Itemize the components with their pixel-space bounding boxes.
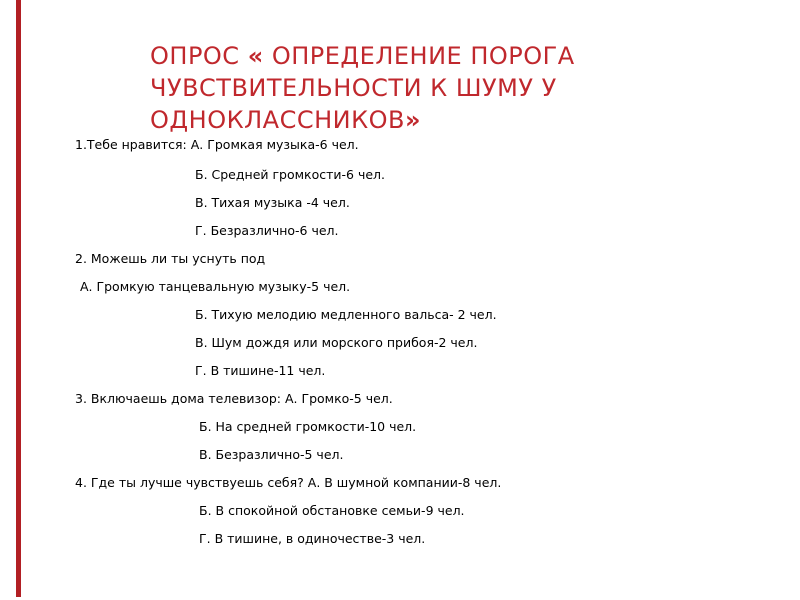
title-open-quote: « [247,42,264,70]
q3-line: 3. Включаешь дома телевизор: А. Громко-5 чел. [75,391,393,406]
accent-bar [16,0,21,597]
slide-title [150,40,710,136]
q4-line: 4. Где ты лучше чувствуешь себя? А. В шумной компании-8 чел. [75,475,502,490]
q1-line: 1.Тебе нравится: А. Громкая музыка-6 чел. [75,137,359,152]
q2-option-g: Г. В тишине-11 чел. [195,363,326,378]
q4-option-g: Г. В тишине, в одиночестве-3 чел. [199,531,426,546]
q3-option-b: Б. На средней громкости-10 чел. [199,419,417,434]
q2-option-v: В. Шум дождя или морского прибоя-2 чел. [195,335,478,350]
title-close-quote: » [405,106,422,134]
q1-option-g: Г. Безразлично-6 чел. [195,223,339,238]
q1-option-b: Б. Средней громкости-6 чел. [195,167,386,182]
q2-option-b: Б. Тихую мелодию медленного вальса- 2 чел. [195,307,497,322]
title-main: ОПРЕДЕЛЕНИЕ ПОРОГА ЧУВСТВИТЕЛЬНОСТИ К ШУМУ У ОДНОКЛАССНИКОВ [150,42,575,134]
title-prefix: ОПРОС [150,42,248,70]
q2-option-a: А. Громкую танцевальную музыку-5 чел. [80,279,351,294]
q1-option-v: В. Тихая музыка -4 чел. [195,195,350,210]
q2-line: 2. Можешь ли ты уснуть под [75,251,266,266]
q4-option-b: Б. В спокойной обстановке семьи-9 чел. [199,503,465,518]
q3-option-v: В. Безразлично-5 чел. [199,447,344,462]
